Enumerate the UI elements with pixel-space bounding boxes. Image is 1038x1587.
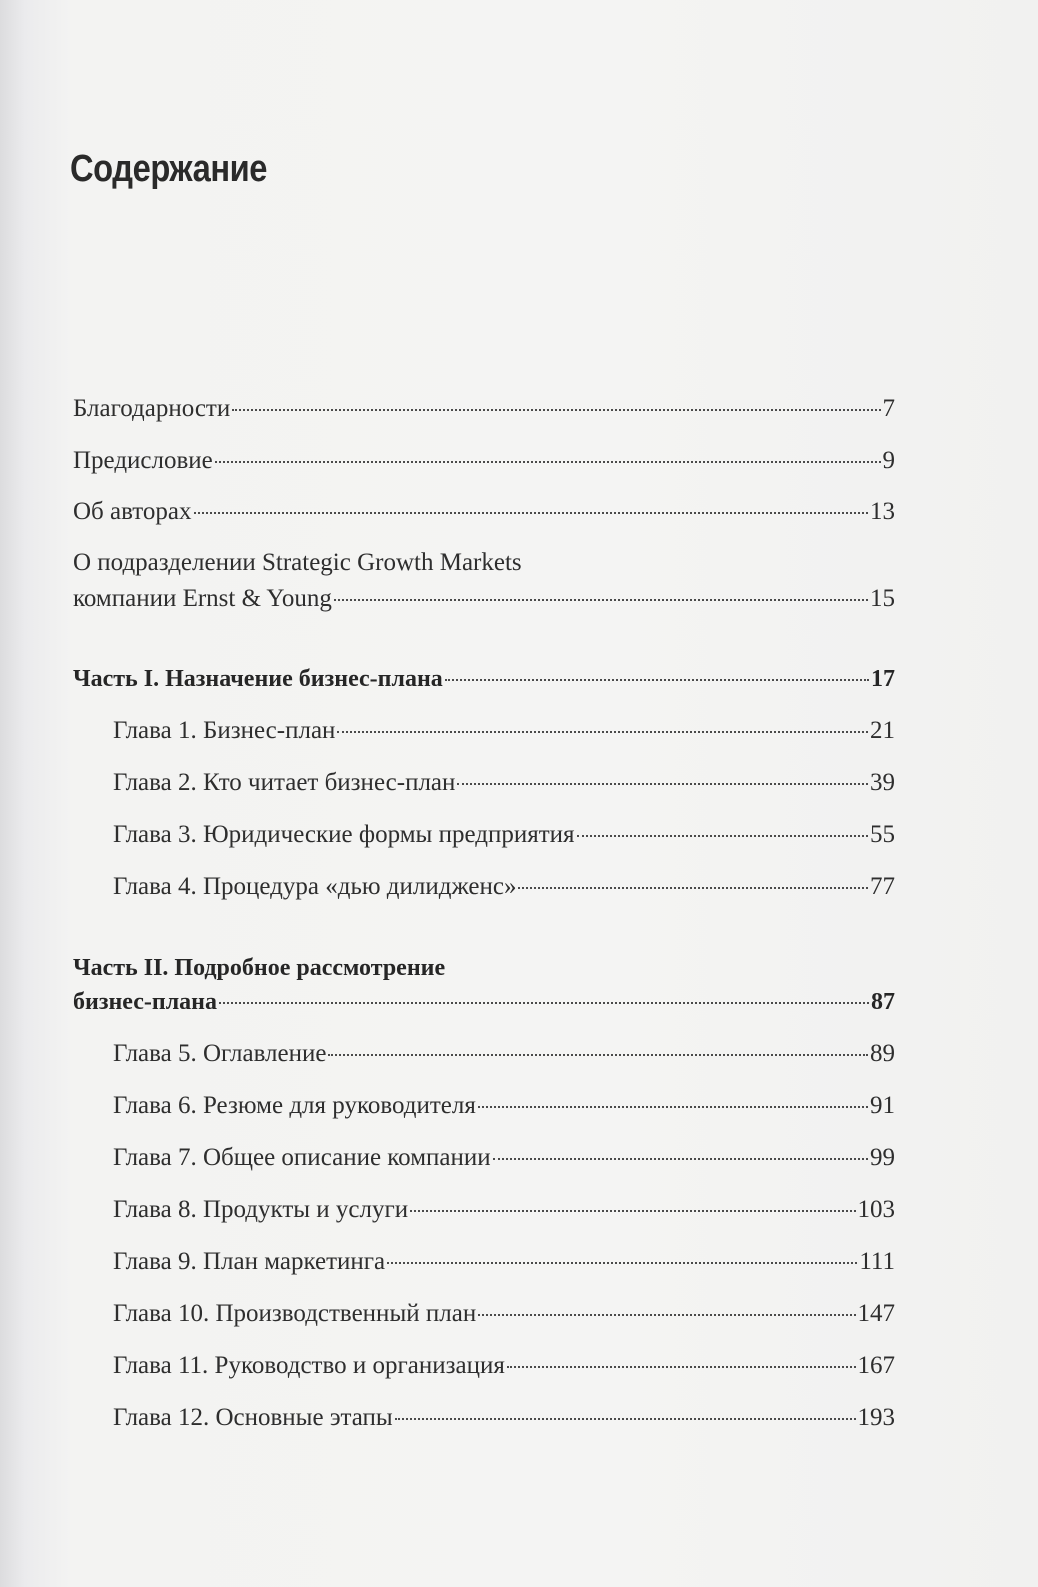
toc-chapter-12: [113, 1403, 895, 1433]
dot-leader: [518, 887, 868, 889]
dot-leader: [337, 731, 868, 733]
toc-entry-page: 167: [857, 1352, 895, 1379]
toc-entry-label: Глава 3. Юридические формы предприятия: [113, 821, 575, 848]
toc-chapter-1: [113, 716, 895, 746]
toc-entry-label: бизнес-плана: [73, 989, 218, 1015]
dot-leader: [395, 1418, 856, 1420]
toc-chapter-8: [113, 1195, 895, 1225]
dot-leader: [232, 409, 880, 411]
toc-entry-page: 17: [871, 666, 895, 692]
toc-entry-page: 89: [870, 1040, 895, 1067]
toc-entry-label: Глава 12. Основные этапы: [113, 1404, 393, 1431]
toc-entry-preface: [73, 446, 895, 476]
toc-entry-label: Глава 9. План маркетинга: [113, 1248, 386, 1275]
toc-entry-label: Глава 6. Резюме для руководителя: [113, 1092, 476, 1119]
toc-entry-label: Глава 2. Кто читает бизнес-план: [113, 769, 456, 796]
dot-leader: [334, 599, 868, 601]
toc-entry-page: 103: [857, 1196, 895, 1223]
toc-entry-page: 87: [871, 989, 895, 1015]
toc-entry-page: 193: [857, 1404, 895, 1431]
toc-chapter-2: [113, 768, 895, 798]
toc-entry-page: 77: [870, 873, 895, 900]
toc-chapter-3: [113, 820, 895, 850]
dot-leader: [493, 1158, 868, 1160]
toc-entry-about-authors: [73, 497, 895, 527]
dot-leader: [219, 1002, 869, 1004]
toc-entry-acknowledgements: [73, 394, 895, 424]
toc-entry-label: Глава 10. Производственный план: [113, 1300, 477, 1327]
toc-chapter-4: [113, 872, 895, 902]
toc-entry-sgm: [73, 584, 895, 614]
toc-entry-page: 7: [882, 395, 895, 422]
toc-entry-label: Благодарности: [73, 395, 231, 422]
toc-entry-label: Глава 7. Общее описание компании: [113, 1144, 491, 1171]
toc-part-1: [73, 664, 895, 694]
dot-leader: [387, 1262, 857, 1264]
toc-entry-label: Глава 1. Бизнес-план: [113, 717, 336, 744]
toc-entry-page: 39: [870, 769, 895, 796]
toc-entry-label: компании Ernst & Young: [73, 585, 332, 612]
toc-entry-label: Об авторах: [73, 498, 192, 525]
dot-leader: [507, 1366, 856, 1368]
dot-leader: [577, 835, 868, 837]
toc-entry-label: Глава 5. Оглавление: [113, 1040, 327, 1067]
toc-entry-label: Глава 11. Руководство и организация: [113, 1352, 505, 1379]
dot-leader: [457, 783, 868, 785]
toc-entry-page: 55: [870, 821, 895, 848]
dot-leader: [478, 1106, 868, 1108]
dot-leader: [410, 1210, 855, 1212]
toc-entry-page: 91: [870, 1092, 895, 1119]
dot-leader: [328, 1054, 868, 1056]
toc-entry-page: 15: [870, 585, 895, 612]
toc-entry-label: Предисловие: [73, 447, 213, 474]
toc-chapter-10: [113, 1299, 895, 1329]
toc-chapter-11: [113, 1351, 895, 1381]
toc-entry-page: 21: [870, 717, 895, 744]
toc-chapter-6: [113, 1091, 895, 1121]
toc-entry-sgm-line1: О подразделении Strategic Growth Markets: [73, 549, 522, 576]
toc-entry-page: 9: [882, 447, 895, 474]
dot-leader: [194, 512, 869, 514]
dot-leader: [445, 679, 869, 681]
toc-part-2-line1: Часть II. Подробное рассмотрение: [73, 955, 446, 981]
toc-chapter-5: [113, 1039, 895, 1069]
toc-entry-label: Часть I. Назначение бизнес-плана: [73, 666, 443, 692]
toc-entry-page: 111: [859, 1248, 895, 1275]
toc-chapter-9: [113, 1247, 895, 1277]
toc-part-2: [73, 987, 895, 1017]
toc-chapter-7: [113, 1143, 895, 1173]
toc-entry-label: Глава 4. Процедура «дью дилидженс»: [113, 873, 517, 900]
toc-entry-page: 99: [870, 1144, 895, 1171]
toc-entry-page: 13: [870, 498, 895, 525]
dot-leader: [215, 461, 881, 463]
toc-entry-label: Глава 8. Продукты и услуги: [113, 1196, 409, 1223]
toc-entry-page: 147: [857, 1300, 895, 1327]
page-title: Содержание: [70, 148, 268, 190]
dot-leader: [478, 1314, 855, 1316]
